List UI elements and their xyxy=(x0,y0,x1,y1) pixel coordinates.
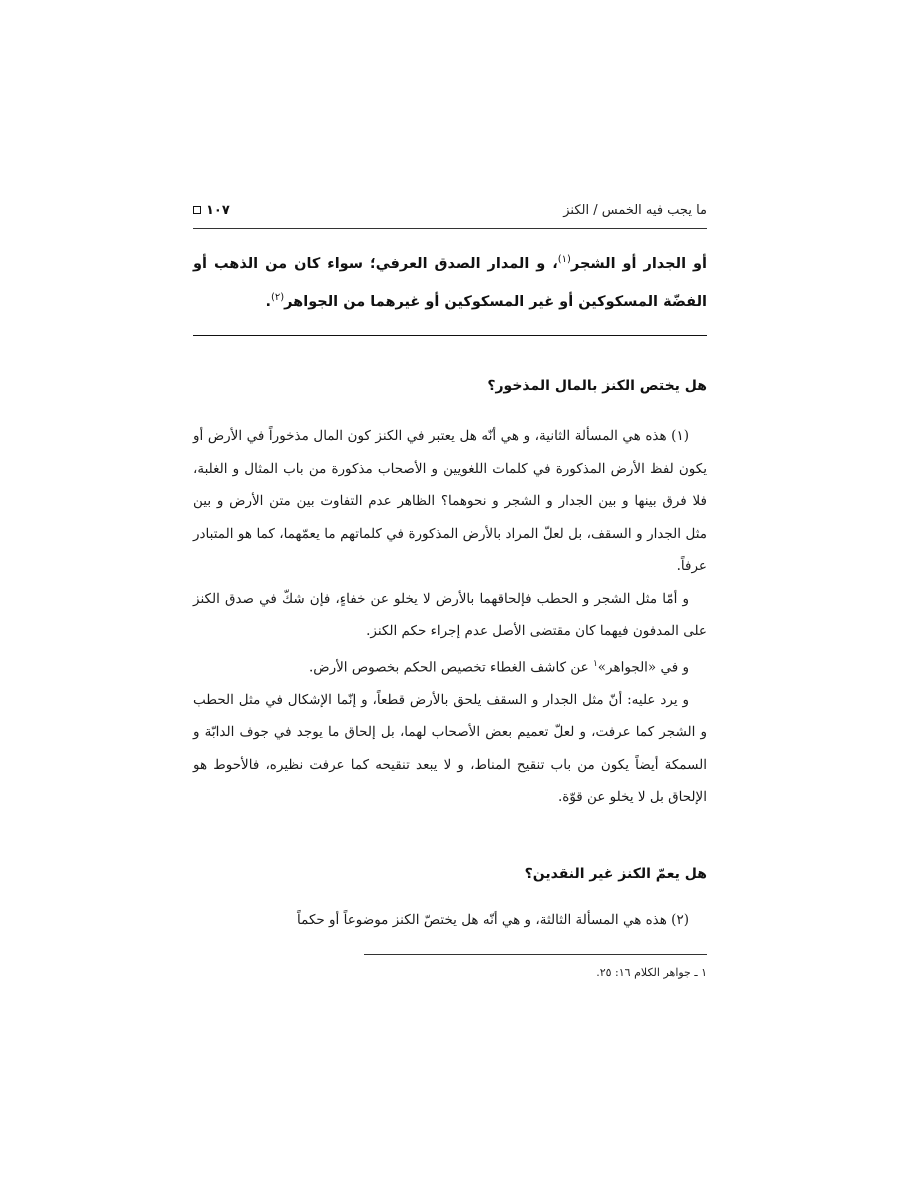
header-rule xyxy=(193,228,707,229)
running-title: ما يجب فيه الخمس / الكنز xyxy=(563,202,707,218)
paragraph-3 xyxy=(193,648,707,684)
paragraph-1: (١) هذه هي المسألة الثانية، و هي أنّه هل يعتبر في الكنز كون المال مذخوراً في الأرض أو يكون لفظ الأرض المذكورة في كلمات اللغويين و الأصحاب مذكورة من باب المثال و الغلبة، فلا فرق بينها و بين الجدار و الشجر و نحوهما؟ الظاهر عدم التفاوت بين متن الأرض و بين مثل الجدار و السقف، بل لعلّ المراد بالأرض المذكورة في كلماتهم ما يعمّهما، كما هو المتبادر عرفاً. xyxy=(193,428,707,574)
page-number: ١٠٧ xyxy=(206,202,230,218)
carryover-text-c: . xyxy=(265,293,271,310)
footnote-rule xyxy=(364,954,707,955)
section-heading-1: هل يختص الكنز بالمال المذخور؟ xyxy=(487,378,707,394)
page-number-group xyxy=(193,203,230,218)
page-header xyxy=(193,196,707,224)
paragraph-5: (٢) هذه هي المسألة الثالثة، و هي أنّه هل يختصّ الكنز موضوعاً أو حكماً xyxy=(297,912,689,928)
carryover-paragraph xyxy=(193,243,707,319)
carryover-text-b: ، و المدار الصدق العرفي؛ سواء كان من الذهب أو الفضّة المسكوكين أو غير المسكوكين أو غيرهما من الجواهر xyxy=(193,255,707,310)
footnote-ref-3: ١ xyxy=(592,658,598,669)
paragraph-2: و أمّا مثل الشجر و الحطب فإلحاقهما بالأرض لا يخلو عن خفاءٍ، فإن شكّ في صدق الكنز على المدفون فيهما كان مقتضى الأصل عدم إجراء حكم الكنز. xyxy=(193,590,707,639)
carryover-text-a: أو الجدار أو الشجر xyxy=(570,255,707,272)
footnote: ١ ـ جواهر الكلام ١٦: ٢٥. xyxy=(596,966,707,979)
section-heading-2: هل يعمّ الكنز غير النقدين؟ xyxy=(524,866,707,882)
section-divider xyxy=(193,335,707,336)
footnote-ref-1: (١) xyxy=(557,254,571,265)
section-2-body xyxy=(193,904,707,937)
paragraph-3-a: و في «الجواهر» xyxy=(597,659,689,675)
carryover-text xyxy=(193,243,707,319)
paragraph-4: و يرد عليه: أنّ مثل الجدار و السقف يلحق بالأرض قطعاً، و إنّما الإشكال في مثل الحطب و الشجر كما عرفت، و لعلّ تعميم بعض الأصحاب لهما، بل إلحاق ما يوجد في جوف الدابّة و السمكة أيضاً يكون من باب تنقيح المناط، و لا يبعد تنقيحه كما عرفت نظيره، فالأحوط هو الإلحاق بل لا يخلو عن قوّة. xyxy=(193,691,707,805)
footnote-ref-2: (٢) xyxy=(270,291,285,303)
section-1-body xyxy=(193,420,707,814)
paragraph-3-b: عن كاشف الغطاء تخصيص الحكم بخصوص الأرض. xyxy=(308,659,593,675)
square-marker-icon xyxy=(193,206,201,214)
